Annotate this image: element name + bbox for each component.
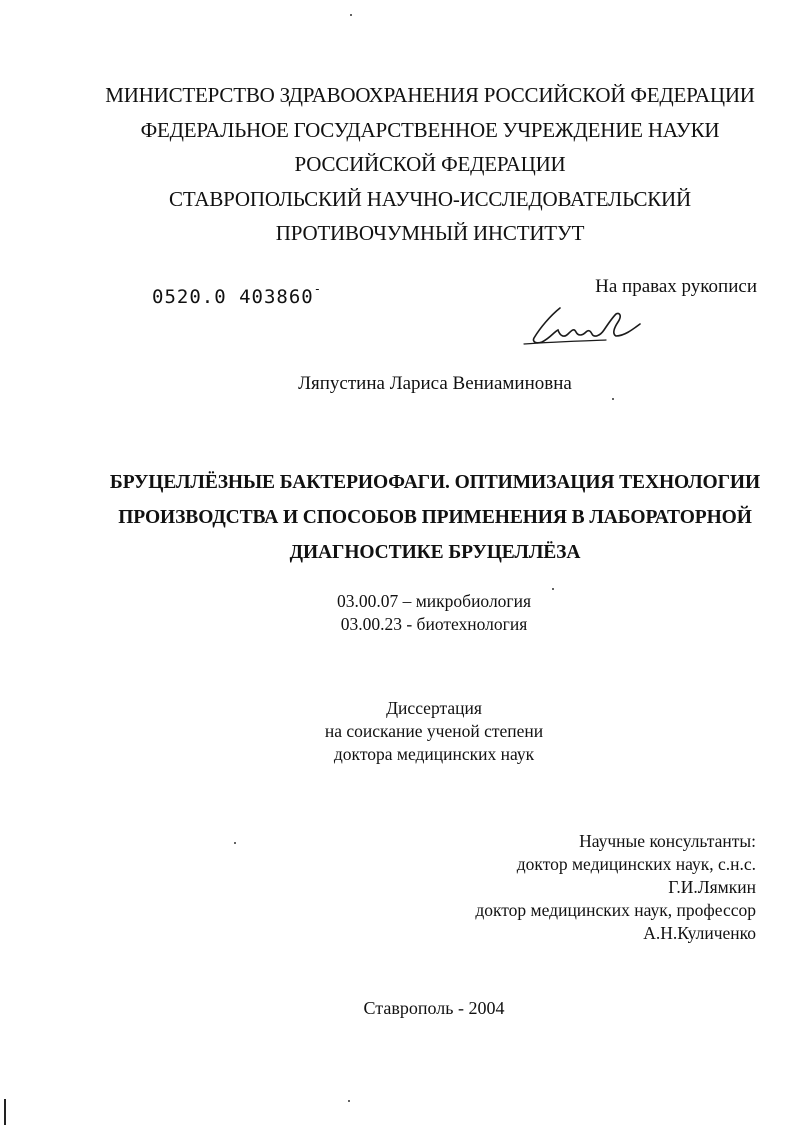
specialty-line: 03.00.07 – микробиология <box>336 591 532 611</box>
degree-line: Диссертация <box>386 698 482 718</box>
city-and-year: Ставрополь - 2004 <box>363 998 505 1018</box>
title-line: БРУЦЕЛЛЁЗНЫЕ БАКТЕРИОФАГИ. ОПТИМИЗАЦИЯ ТЕХНОЛОГИИ <box>109 472 761 493</box>
consultants-heading: Научные консультанты: <box>579 831 756 851</box>
title-line: ПРОИЗВОДСТВА И СПОСОБОВ ПРИМЕНЕНИЯ В ЛАБОРАТОРНОЙ <box>118 507 752 528</box>
degree-line: доктора медицинских наук <box>333 744 535 764</box>
title-line: ДИАГНОСТИКЕ БРУЦЕЛЛЁЗА <box>289 542 581 563</box>
scientific-consultants <box>475 830 756 945</box>
consultant-line: А.Н.Куличенко <box>643 923 756 943</box>
manuscript-rights-label: На правах рукописи <box>595 276 757 297</box>
author-name: Ляпустина Лариса Вениаминовна <box>298 373 572 394</box>
header-line: ФЕДЕРАЛЬНОЕ ГОСУДАРСТВЕННОЕ УЧРЕЖДЕНИЕ НАУКИ <box>140 117 720 142</box>
degree-line: на соискание ученой степени <box>324 721 544 741</box>
scan-speck <box>612 398 614 400</box>
handwritten-signature <box>520 302 650 352</box>
header-line: ПРОТИВОЧУМНЫЙ ИНСТИТУТ <box>275 221 585 245</box>
consultant-line: доктор медицинских наук, профессор <box>475 900 756 920</box>
specialty-codes <box>0 590 798 636</box>
specialty-line: 03.00.23 - биотехнология <box>340 614 528 634</box>
header-line: РОССИЙСКОЙ ФЕДЕРАЦИИ <box>294 152 566 176</box>
stamp-tick-mark: - <box>313 282 322 296</box>
organization-header <box>60 78 798 251</box>
consultant-line: доктор медицинских наук, с.н.с. <box>516 854 756 874</box>
dissertation-degree <box>0 697 798 766</box>
scan-speck <box>234 842 236 844</box>
library-stamp-number <box>152 282 322 308</box>
scan-speck <box>348 1100 350 1102</box>
header-line: МИНИСТЕРСТВО ЗДРАВООХРАНЕНИЯ РОССИЙСКОЙ ФЕДЕРАЦИИ <box>105 83 755 107</box>
dissertation-title <box>90 465 780 570</box>
header-line: СТАВРОПОЛЬСКИЙ НАУЧНО-ИССЛЕДОВАТЕЛЬСКИЙ <box>169 186 691 211</box>
consultant-line: Г.И.Лямкин <box>668 877 756 897</box>
scan-edge-mark <box>4 1099 6 1125</box>
stamp-number-text: 0520.0 403860 <box>152 286 314 308</box>
scan-speck <box>350 14 352 16</box>
